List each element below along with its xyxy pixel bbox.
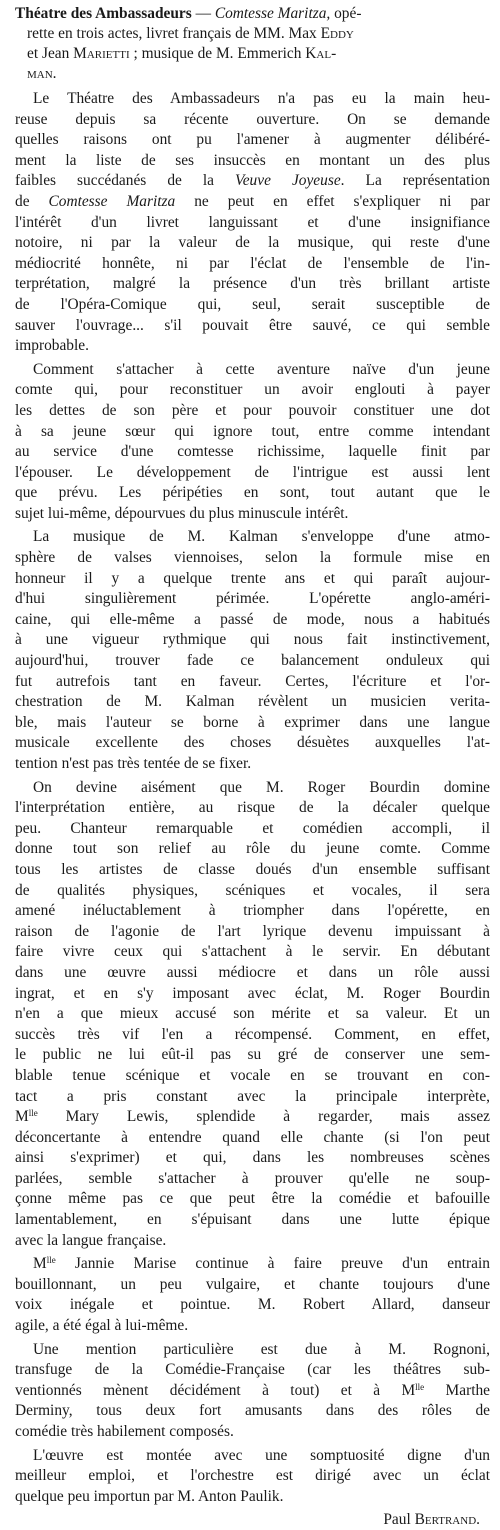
paragraph xyxy=(15,1254,490,1336)
text-line: agile, a été égal à lui-même. xyxy=(15,1317,189,1335)
text-line: voix inégale et pointue. M. Robert Allard, danseur xyxy=(15,1296,490,1314)
text-line: bouillonnant, un peu vulgaire, et chante toujours d'une xyxy=(15,1275,490,1293)
text-line: de l'Opéra-Comique qui, seul, serait susceptible de xyxy=(15,295,490,313)
text-line: au service d'une comtesse richissime, laquelle finit par xyxy=(15,443,490,461)
text-line: succès très vif l'en a récompensé. Comment, en effet, xyxy=(15,1025,490,1043)
text-line: les dettes de son père et pour pouvoir constituer une dot xyxy=(15,401,490,419)
paragraph xyxy=(15,1340,490,1443)
text-line: ingrat, et en s'y imposant avec éclat, M. Roger Bourdin xyxy=(15,984,490,1002)
text-line: notoire, ni par la valeur de la musique, qui reste d'une xyxy=(15,234,490,252)
text-line: parlées, semble s'attacher à prouver qu'elle ne soup- xyxy=(15,1169,490,1187)
header-line1-end: opé- xyxy=(330,5,362,22)
text-line: avec la langue française. xyxy=(15,1231,167,1249)
text-line: comte qui, pour reconstituer un avoir englouti à payer xyxy=(15,381,490,399)
text-line: tention n'est pas très tentée de se fixer. xyxy=(15,755,252,772)
text-line: ventionnés mènent décidément à tout) et à $M^{lle}$ Marthe xyxy=(15,1381,491,1399)
text-line: amené inéluctablement à triompher dans l'opérette, en xyxy=(15,902,490,920)
text-line: Derminy, tous deux fort amusants dans des rôles de xyxy=(15,1402,490,1420)
text-line: quelles raisons ont pu l'amener à augmenter délibéré- xyxy=(15,131,490,149)
signature-first: Paul xyxy=(383,1511,415,1529)
text-line: sauver l'ouvrage... s'il pouvait être sauvé, ce qui semble xyxy=(15,316,490,334)
text-line: çonne même pas ce que peut être la comédie et bafouille xyxy=(15,1190,490,1208)
text-line: L'œuvre est montée avec une somptuosité digne d'un xyxy=(33,1446,490,1464)
header-line3b: ; musique de M. Emmerich xyxy=(129,45,306,62)
text-line: honneur il y a quelque trente ans et qui paraît aujour- xyxy=(15,569,490,587)
text-line: n'en a que mieux accusé son mérite et sa valeur. Et un xyxy=(15,1005,490,1023)
header-line3: et Jean xyxy=(27,45,74,62)
paragraph xyxy=(15,89,490,357)
text-line: improbable. xyxy=(15,337,89,355)
text-line: l'intérêt d'un livret languissant et d'une insignifiance xyxy=(15,213,490,231)
text-line: tact a pris constant avec la principale interprète, xyxy=(15,1087,490,1105)
article xyxy=(15,4,490,1530)
text-line: Le Théatre des Ambassadeurs n'a pas eu la main heu- xyxy=(33,90,490,107)
text-line: à une vigueur rythmique qui nous fait instinctivement, xyxy=(15,631,490,649)
paragraph xyxy=(15,527,490,774)
text-line: $M^{lle}$ Jannie Marise continue à faire preuve d'un entrain xyxy=(33,1255,490,1273)
review-body xyxy=(15,89,490,1507)
text-line: le public ne lui eût-il pas su gré de conserver une sem- xyxy=(15,1046,490,1064)
composer-kal: Kal- xyxy=(305,45,337,62)
text-line: donne tout son relief au rôle du jeune comte. Comme xyxy=(15,840,490,858)
text-line: Une mention particulière est due à M. Rognoni, xyxy=(33,1340,490,1358)
text-line: caine, qui elle-même a passé de mode, nous a habitués xyxy=(15,610,490,628)
text-line: de Comtesse Maritza ne peut en effet s'expliquer ni par xyxy=(15,192,490,210)
text-line: que prévu. Les péripéties en sont, tout autant que le xyxy=(15,484,490,502)
header-line2: rette en trois actes, livret français de MM. Max xyxy=(27,25,321,42)
text-line: ainsi s'exprimer) et qui, dans les nombreuses scènes xyxy=(15,1149,490,1167)
text-line: comédie très habilement composés. xyxy=(15,1423,234,1440)
text-line: lamentablement, en s'épuisant dans une lutte épique xyxy=(15,1211,490,1229)
text-line: transfuge de la Comédie-Française (car les théâtres sub- xyxy=(15,1361,490,1379)
text-line: faibles succédanés de la Veuve Joyeuse. La représentation xyxy=(15,172,490,190)
text-line: reuse depuis sa récente ouverture. On se demande xyxy=(15,110,490,128)
signature-last: Bertrand. xyxy=(414,1511,480,1529)
operetta-title: Comtesse Maritza, xyxy=(214,5,331,22)
text-line: blable tenue scénique et vocale en se trouvant en con- xyxy=(15,1066,490,1084)
text-line: Comment s'attacher à cette aventure naïve d'un jeune xyxy=(33,360,490,378)
text-line: ment la liste de ses insuccès en montant un des plus xyxy=(15,151,490,169)
text-line: aujourd'hui, trouver fade ce balancement onduleux qui xyxy=(15,652,490,670)
paragraph xyxy=(15,778,490,1252)
text-line: terprétation, malgré la présence d'un très brillant artiste xyxy=(15,275,490,293)
header-dash: — xyxy=(191,5,215,22)
text-line: d'hui singulièrement périmée. L'opérette anglo-améri- xyxy=(15,590,490,608)
text-line: quelque peu importun par M. Anton Paulik. xyxy=(15,1487,284,1505)
signature xyxy=(15,1510,490,1530)
paragraph xyxy=(15,360,490,525)
text-line: fut autrefois tant en faveur. Certes, l'écriture et l'or- xyxy=(15,672,490,690)
text-line: $M^{lle}$ Mary Lewis, splendide à regarder, mais assez xyxy=(15,1108,490,1126)
text-line: peu. Chanteur remarquable et comédien accompli, il xyxy=(15,819,490,837)
text-line: médiocrité honnête, ni par l'éclat de l'ensemble de l'in- xyxy=(15,254,490,272)
text-line: l'interprétation entière, au risque de la décaler quelque xyxy=(15,799,490,817)
text-line: déconcertante à entendre quand elle chante (si l'on peut xyxy=(15,1128,490,1146)
paragraph xyxy=(15,1446,490,1508)
author-marietti: Marietti xyxy=(73,45,130,62)
review-header xyxy=(15,4,490,84)
text-line: dans une œuvre aussi médiocre et dans un rôle aussi xyxy=(15,963,490,981)
text-line: sphère de valses viennoises, selon la formule mise en xyxy=(15,549,490,567)
text-line: raison de l'agonie de l'art lyrique devenu impuissant à xyxy=(15,922,490,940)
author-eddy: Eddy xyxy=(320,25,354,42)
text-line: sujet lui-même, dépourvues du plus minuscule intérêt. xyxy=(15,504,349,522)
text-line: On devine aisément que M. Roger Bourdin domine xyxy=(33,778,490,796)
text-line: meilleur emploi, et l'orchestre est dirigé avec un éclat xyxy=(15,1467,490,1485)
text-line: faire vivre ceux qui s'attachent à le servir. En débutant xyxy=(15,943,490,961)
text-line: l'épouser. Le développement de l'intrigue est aussi lent xyxy=(15,463,490,481)
composer-man: man. xyxy=(27,65,57,82)
text-line: ble, mais l'auteur se borne à exprimer dans une langue xyxy=(15,713,490,731)
text-line: tous les artistes de classe doués d'un ensemble suffisant xyxy=(15,860,490,878)
text-line: chestration de M. Kalman révèlent un musicien verita- xyxy=(15,693,490,711)
text-line: musicale excellente des choses désuètes auxquelles l'at- xyxy=(15,734,490,752)
text-line: de qualités physiques, scéniques et vocales, il sera xyxy=(15,881,490,899)
text-line: La musique de M. Kalman s'enveloppe d'une atmo- xyxy=(33,528,490,546)
theatre-name: Théatre des Ambassadeurs xyxy=(15,5,192,22)
text-line: à sa jeune sœur qui ignore tout, entre comme intendant xyxy=(15,422,490,440)
